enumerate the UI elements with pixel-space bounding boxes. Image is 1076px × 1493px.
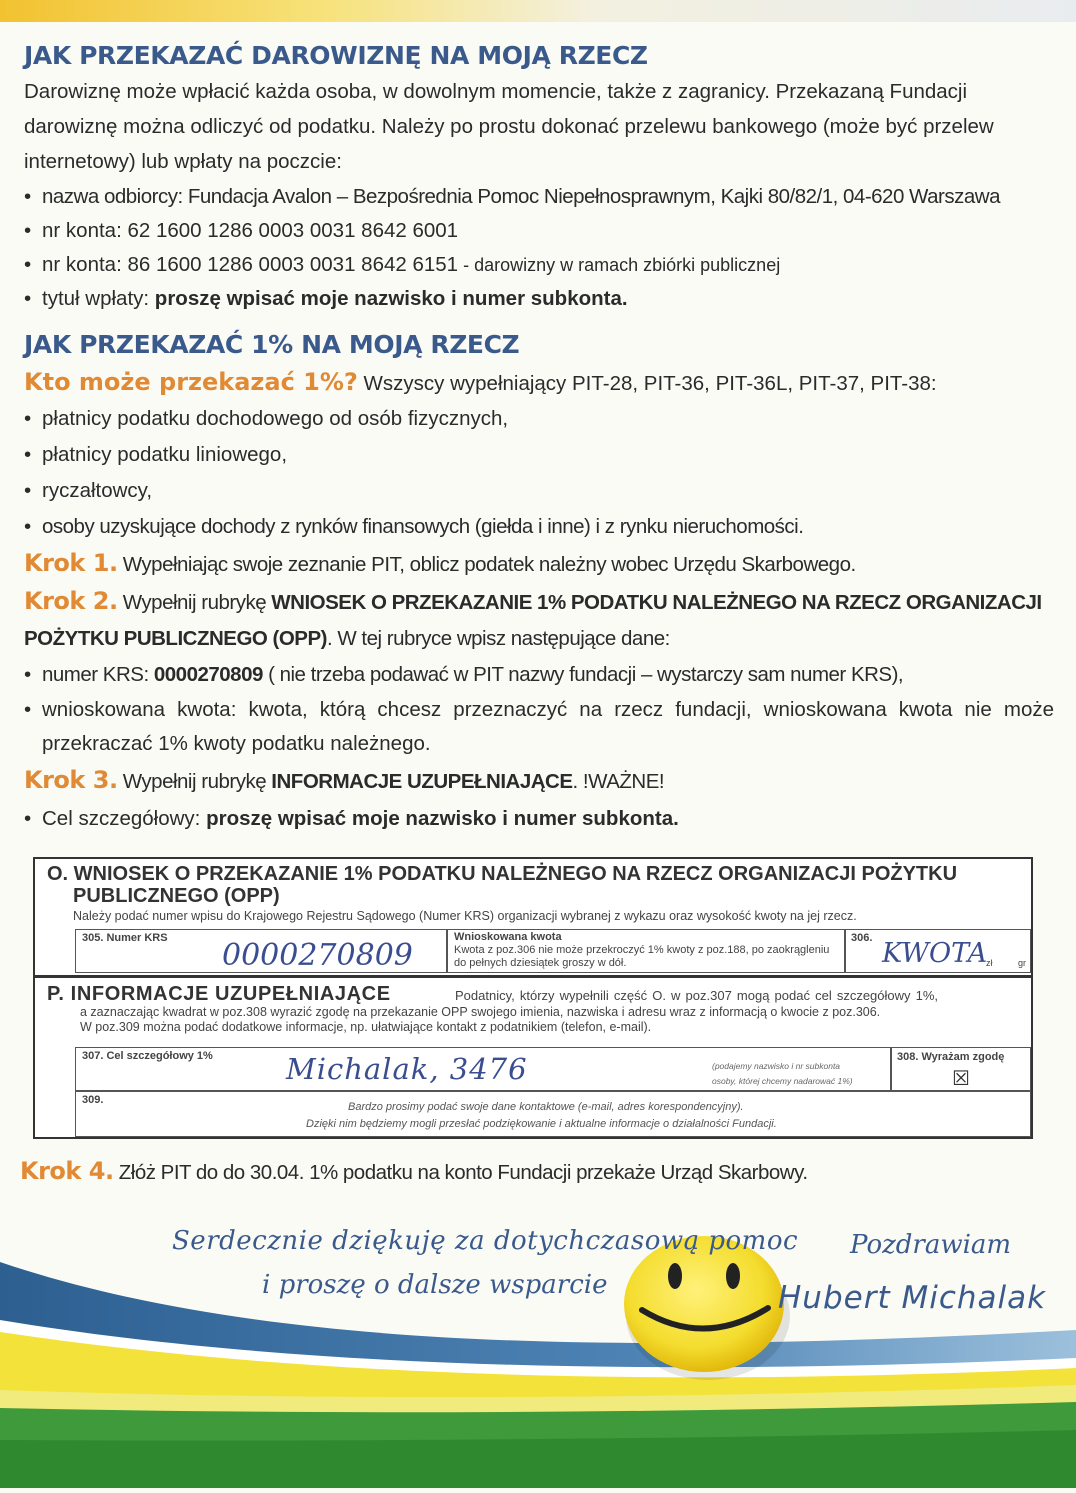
field-305-label: 305. Numer KRS bbox=[82, 932, 168, 944]
signature-name: Hubert Michalak bbox=[778, 1280, 1047, 1316]
form-p-note-1: Podatnicy, którzy wypełnili część O. w poz.307 mogą podać cel szczegółowy 1%, bbox=[455, 988, 939, 1003]
form-o-title-2: PUBLICZNEGO (OPP) bbox=[73, 885, 280, 907]
smiley-icon bbox=[624, 1236, 784, 1372]
step-2-post: . W tej rubryce wpisz następujące dane: bbox=[326, 627, 670, 650]
field-307-hint-2: osoby, której chcemy nadarować 1%) bbox=[712, 1076, 853, 1086]
account-2-number: nr konta: 86 1600 1286 0003 0031 8642 6151 bbox=[42, 253, 459, 276]
field-307-value: Michalak, 3476 bbox=[286, 1052, 528, 1086]
form-p-note-3: W poz.309 można podać dodatkowe informacje, np. ułatwiające kontakt z podatnikiem (telefon, e-mail). bbox=[80, 1020, 652, 1034]
form-o-title: O. WNIOSEK O PRZEKAZANIE 1% PODATKU NALEŻNEGO NA RZECZ ORGANIZACJI POŻYTKU bbox=[47, 863, 958, 885]
regards-text: Pozdrawiam bbox=[850, 1230, 1012, 1260]
field-309-hint-2: Dzięki nim będziemy mogli przesłać podziękowanie i aktualne informacje o działalności Fundacji. bbox=[306, 1118, 777, 1130]
field-307-label: 307. Cel szczegółowy 1% bbox=[82, 1050, 213, 1062]
recipient-bullet: • nazwa odbiorcy: Fundacja Avalon – Bezpośrednia Pomoc Niepełnosprawnym, Kajki 80/82/1, 04-620 Warszawa bbox=[24, 180, 1054, 214]
field-308-consent[interactable] bbox=[891, 1047, 1031, 1091]
who-bullet: • płatnicy podatku dochodowego od osób fizycznych, bbox=[24, 401, 1054, 437]
goal-bullet bbox=[24, 801, 1054, 837]
krs-note: ( nie trzeba podawać w PIT nazwy fundacji – wystarczy sam numer KRS), bbox=[262, 663, 904, 686]
section-divider bbox=[35, 975, 1031, 978]
goal-value: proszę wpisać moje nazwisko i numer subkonta. bbox=[206, 807, 679, 830]
goal-label: Cel szczegółowy: bbox=[42, 807, 207, 830]
thanks-line-2: i proszę o dalsze wsparcie bbox=[262, 1270, 608, 1300]
form-o-note: Należy podać numer wpisu do Krajowego Rejestru Sądowego (Numer KRS) organizacji wybranej z wykazu oraz wysokość kwoty na jej rzecz. bbox=[73, 909, 857, 923]
field-305-value: 0000270809 bbox=[222, 938, 413, 973]
step-1 bbox=[24, 545, 1054, 583]
who-bullet: • płatnicy podatku liniowego, bbox=[24, 437, 1054, 473]
field-306-value: KWOTA bbox=[882, 938, 988, 969]
form-p-note-2: a zaznaczając kwadrat w poz.308 wyrazić zgodę na przekazanie OPP swojego imienia, nazwiska i adresu wraz z informacją o kwocie z poz.306. bbox=[80, 1005, 881, 1019]
step-2-pre: Wypełnij rubrykę bbox=[117, 591, 272, 614]
amount-bullet: • wnioskowana kwota: kwota, którą chcesz przeznaczyć na rzecz fundacji, wnioskowana kwota nie może przekraczać 1% kwoty podatku należnego. bbox=[24, 693, 1054, 761]
step-2-bold: WNIOSEK O PRZEKAZANIE 1% PODATKU NALEŻNEGO NA RZECZ ORGANIZACJI POŻYTKU PUBLICZNEGO (OPP) bbox=[24, 591, 1042, 650]
step-3-pre: Wypełnij rubrykę bbox=[117, 770, 272, 793]
top-decor-band bbox=[0, 0, 1076, 22]
step-4-label: Krok 4. bbox=[20, 1157, 114, 1185]
field-309-hint-1: Bardzo prosimy podać swoje dane kontaktowe (e-mail, adres korespondencyjny). bbox=[348, 1101, 744, 1113]
field-308-label: 308. Wyrażam zgodę bbox=[897, 1051, 1005, 1063]
step-2-label: Krok 2. bbox=[24, 587, 118, 615]
account-1-bullet: • nr konta: 62 1600 1286 0003 0031 8642 6001 bbox=[24, 214, 1054, 248]
donation-intro: Darowiznę może wpłacić każda osoba, w dowolnym momencie, także z zagranicy. Przekazaną Fundacji darowiznę można odliczyć od podatku. Należy po prostu dokonać przelewu bankowego (może być przelew internetowy) lub wpłaty na poczcie: bbox=[24, 80, 994, 173]
payment-title-bullet bbox=[24, 282, 1054, 316]
account-2-bullet bbox=[24, 248, 1054, 282]
amount-label: Wnioskowana kwota bbox=[454, 931, 562, 943]
step-3-post: . !WAŻNE! bbox=[572, 770, 665, 793]
field-307-goal[interactable] bbox=[75, 1047, 891, 1091]
who-bullet: • osoby uzyskujące dochody z rynków finansowych (giełda i inne) i z rynku nieruchomości. bbox=[24, 509, 1054, 545]
payment-title-value: proszę wpisać moje nazwisko i numer subkonta. bbox=[154, 287, 628, 310]
field-305-krs[interactable] bbox=[75, 929, 447, 973]
step-3-label: Krok 3. bbox=[24, 766, 118, 794]
gr-unit: gr bbox=[1018, 958, 1027, 968]
step-2 bbox=[24, 583, 1054, 657]
zl-unit: zł bbox=[986, 958, 993, 968]
account-2-note: - darowizny w ramach zbiórki publicznej bbox=[458, 255, 781, 275]
consent-checkbox-icon[interactable]: ☒ bbox=[952, 1066, 970, 1090]
footer-area bbox=[0, 1180, 1076, 1488]
field-306-label: 306. bbox=[851, 932, 873, 944]
step-1-label: Krok 1. bbox=[24, 549, 118, 577]
krs-number: 0000270809 bbox=[153, 663, 263, 686]
step-3-bold: INFORMACJE UZUPEŁNIAJĄCE bbox=[271, 770, 573, 793]
krs-bullet bbox=[24, 657, 1054, 693]
amount-note: Kwota z poz.306 nie może przekroczyć 1% kwoty z poz.188, po zaokrągleniu do pełnych dziesiątek groszy w dół. bbox=[454, 944, 830, 969]
field-306-amount[interactable] bbox=[845, 929, 1031, 973]
field-307-hint-1: (podajemy nazwisko i nr subkonta bbox=[712, 1061, 841, 1071]
section-donation-title: JAK PRZEKAZAĆ DAROWIZNĘ NA MOJĄ RZECZ bbox=[24, 41, 648, 70]
step-4-text: Złóż PIT do do 30.04. 1% podatku na konto Fundacji przekaże Urząd Skarbowy. bbox=[113, 1161, 808, 1184]
who-can-heading: Kto może przekazać 1%? bbox=[24, 368, 358, 396]
step-1-text: Wypełniając swoje zeznanie PIT, oblicz podatek należny wobec Urzędu Skarbowego. bbox=[117, 553, 856, 576]
step-3 bbox=[24, 761, 1054, 801]
pit-form-excerpt bbox=[33, 857, 1033, 1139]
field-309-label: 309. bbox=[82, 1094, 104, 1106]
amount-info-cell bbox=[447, 929, 845, 973]
field-309-additional[interactable] bbox=[75, 1091, 1031, 1137]
who-can-line bbox=[24, 365, 1054, 401]
section-one-percent-title: JAK PRZEKAZAĆ 1% NA MOJĄ RZECZ bbox=[24, 330, 520, 359]
thanks-line-1: Serdecznie dziękuję za dotychczasową pomoc bbox=[172, 1226, 799, 1256]
krs-label: numer KRS: bbox=[42, 663, 154, 686]
form-p-title: P. INFORMACJE UZUPEŁNIAJĄCE bbox=[47, 983, 391, 1005]
who-can-text: Wszyscy wypełniający PIT-28, PIT-36, PIT-36L, PIT-37, PIT-38: bbox=[357, 372, 937, 395]
form-p-header bbox=[47, 983, 1029, 1005]
form-section-p bbox=[47, 983, 1029, 1035]
leaflet-content bbox=[24, 40, 1054, 837]
form-section-o bbox=[47, 863, 1027, 924]
payment-title-label: tytuł wpłaty: bbox=[42, 287, 155, 310]
who-bullet: • ryczałtowcy, bbox=[24, 473, 1054, 509]
